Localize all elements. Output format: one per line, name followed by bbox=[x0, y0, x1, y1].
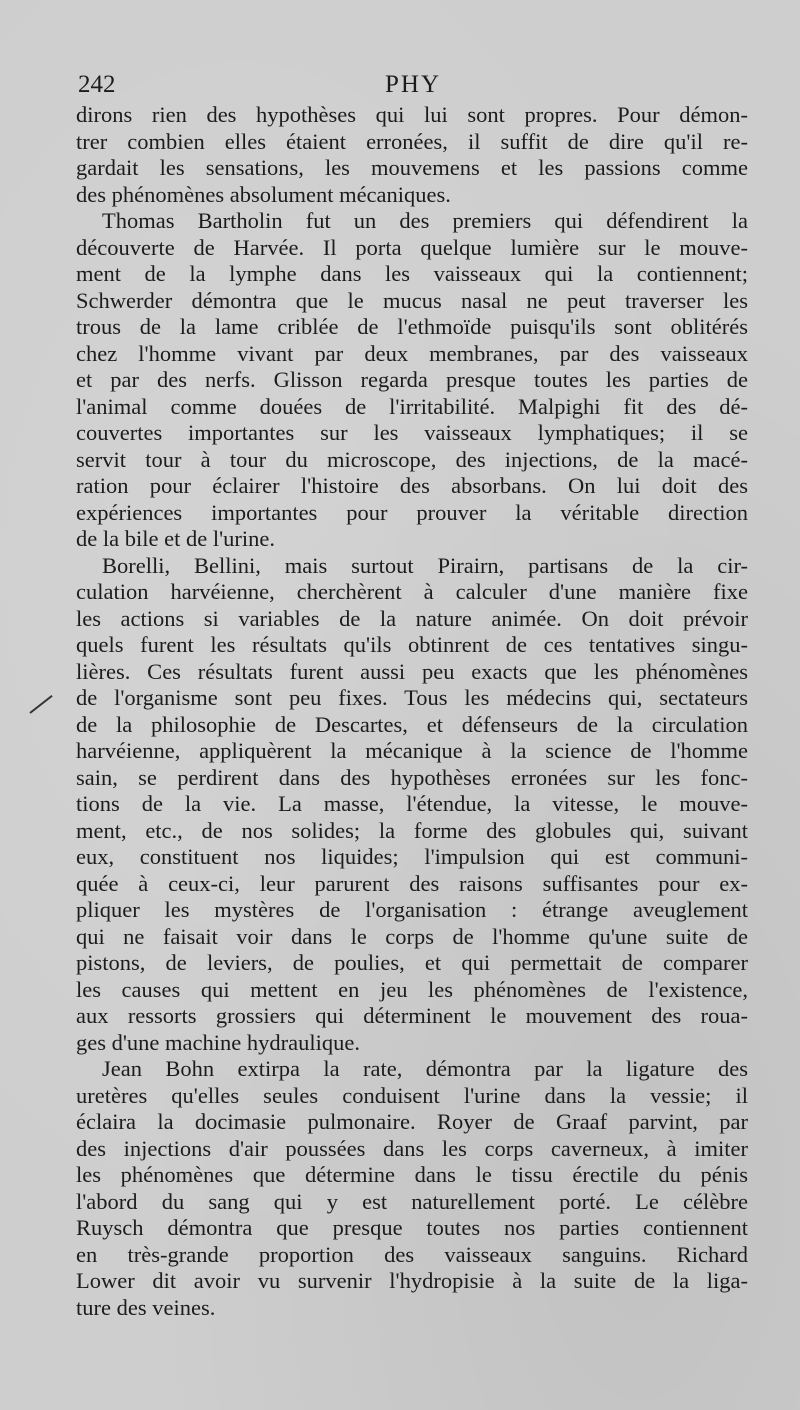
text-line: l'animal comme douées de l'irritabilité. Malpighi fit des dé- bbox=[76, 393, 748, 419]
text-line: de la bile et de l'urine. bbox=[76, 526, 275, 551]
page-number: 242 bbox=[78, 71, 116, 98]
running-head: PHY bbox=[384, 71, 441, 98]
text-line: éclaira la docimasie pulmonaire. Royer de Graaf parvint, par bbox=[76, 1109, 748, 1134]
text-line: ment, etc., de nos solides; la forme des globules qui, suivant bbox=[76, 817, 748, 843]
text-line: eux, constituent nos liquides; l'impulsion qui est communi- bbox=[76, 844, 748, 869]
text-line: les actions si variables de la nature animée. On doit prévoir bbox=[76, 605, 748, 631]
text-line: sain, se perdirent dans des hypothèses erronées sur les fonc- bbox=[76, 764, 748, 790]
text-line: et par des nerfs. Glisson regarda presque toutes les parties de bbox=[76, 367, 748, 392]
text-line: quels furent les résultats qu'ils obtinrent de ces tentatives singu- bbox=[76, 632, 748, 657]
text-line: gardait les sensations, les mouvemens et les passions comme bbox=[76, 155, 748, 180]
page-header bbox=[78, 70, 748, 100]
margin-pencil-mark bbox=[29, 695, 52, 714]
text-line: l'abord du sang qui y est naturellement porté. Le célèbre bbox=[76, 1188, 748, 1214]
text-line: Thomas Bartholin fut un des premiers qui défendirent la bbox=[102, 208, 748, 233]
text-line: tions de la vie. La masse, l'étendue, la vitesse, le mouve- bbox=[76, 791, 748, 816]
text-line: couvertes importantes sur les vaisseaux lymphatiques; il se bbox=[76, 420, 748, 445]
text-line: ment de la lymphe dans les vaisseaux qui la contiennent; bbox=[76, 261, 748, 286]
text-line: servit tour à tour du microscope, des injections, de la macé- bbox=[76, 446, 748, 472]
text-line: pliquer les mystères de l'organisation : étrange aveuglement bbox=[76, 897, 748, 922]
text-line: trous de la lame criblée de l'ethmoïde puisqu'ils sont oblitérés bbox=[76, 314, 748, 339]
text-line: en très-grande proportion des vaisseaux sanguins. Richard bbox=[76, 1241, 748, 1267]
text-line: les phénomènes que détermine dans le tissu érectile du pénis bbox=[76, 1162, 748, 1187]
text-line: pistons, de leviers, de poulies, et qui permettait de comparer bbox=[76, 950, 748, 975]
paragraph bbox=[76, 208, 748, 553]
text-line: des injections d'air poussées dans les corps caverneux, à imiter bbox=[76, 1135, 748, 1161]
text-line: Jean Bohn extirpa la rate, démontra par la ligature des bbox=[102, 1056, 748, 1081]
paragraph bbox=[76, 553, 748, 1057]
text-line: qui ne faisait voir dans le corps de l'homme qu'une suite de bbox=[76, 923, 748, 949]
text-line: trer combien elles étaient erronées, il suffit de dire qu'il re- bbox=[76, 128, 748, 154]
text-line: Schwerder démontra que le mucus nasal ne peut traverser les bbox=[76, 287, 748, 313]
text-line: Ruysch démontra que presque toutes nos parties contiennent bbox=[76, 1215, 748, 1240]
text-line: uretères qu'elles seules conduisent l'urine dans la vessie; il bbox=[76, 1082, 748, 1108]
text-line: ges d'une machine hydraulique. bbox=[76, 1029, 360, 1055]
text-line: Lower dit avoir vu survenir l'hydropisie à la suite de la liga- bbox=[76, 1268, 748, 1293]
text-line: de l'organisme sont peu fixes. Tous les médecins qui, sectateurs bbox=[76, 685, 748, 710]
text-line: chez l'homme vivant par deux membranes, par des vaisseaux bbox=[76, 340, 748, 366]
body-text bbox=[76, 102, 748, 1321]
paragraph bbox=[76, 1056, 748, 1321]
text-line: harvéienne, appliquèrent la mécanique à la science de l'homme bbox=[76, 738, 748, 763]
text-line: culation harvéienne, cherchèrent à calculer d'une manière fixe bbox=[76, 579, 748, 604]
text-line: les causes qui mettent en jeu les phénomènes de l'existence, bbox=[76, 976, 748, 1002]
text-line: ture des veines. bbox=[76, 1294, 216, 1320]
text-line: découverte de Harvée. Il porta quelque lumière sur le mouve- bbox=[76, 234, 748, 260]
text-line: aux ressorts grossiers qui déterminent le mouvement des roua- bbox=[76, 1003, 748, 1028]
text-line: expériences importantes pour prouver la véritable direction bbox=[76, 499, 748, 525]
text-line: ration pour éclairer l'histoire des absorbans. On lui doit des bbox=[76, 473, 748, 498]
paragraph bbox=[76, 102, 748, 208]
text-line: Borelli, Bellini, mais surtout Pirairn, partisans de la cir- bbox=[102, 552, 748, 578]
text-line: de la philosophie de Descartes, et défenseurs de la circulation bbox=[76, 711, 748, 737]
text-line: des phénomènes absolument mécaniques. bbox=[76, 181, 451, 207]
text-line: dirons rien des hypothèses qui lui sont propres. Pour démon- bbox=[76, 102, 748, 127]
text-line: lières. Ces résultats furent aussi peu exacts que les phénomènes bbox=[76, 658, 748, 684]
text-line: quée à ceux-ci, leur parurent des raisons suffisantes pour ex- bbox=[76, 870, 748, 896]
